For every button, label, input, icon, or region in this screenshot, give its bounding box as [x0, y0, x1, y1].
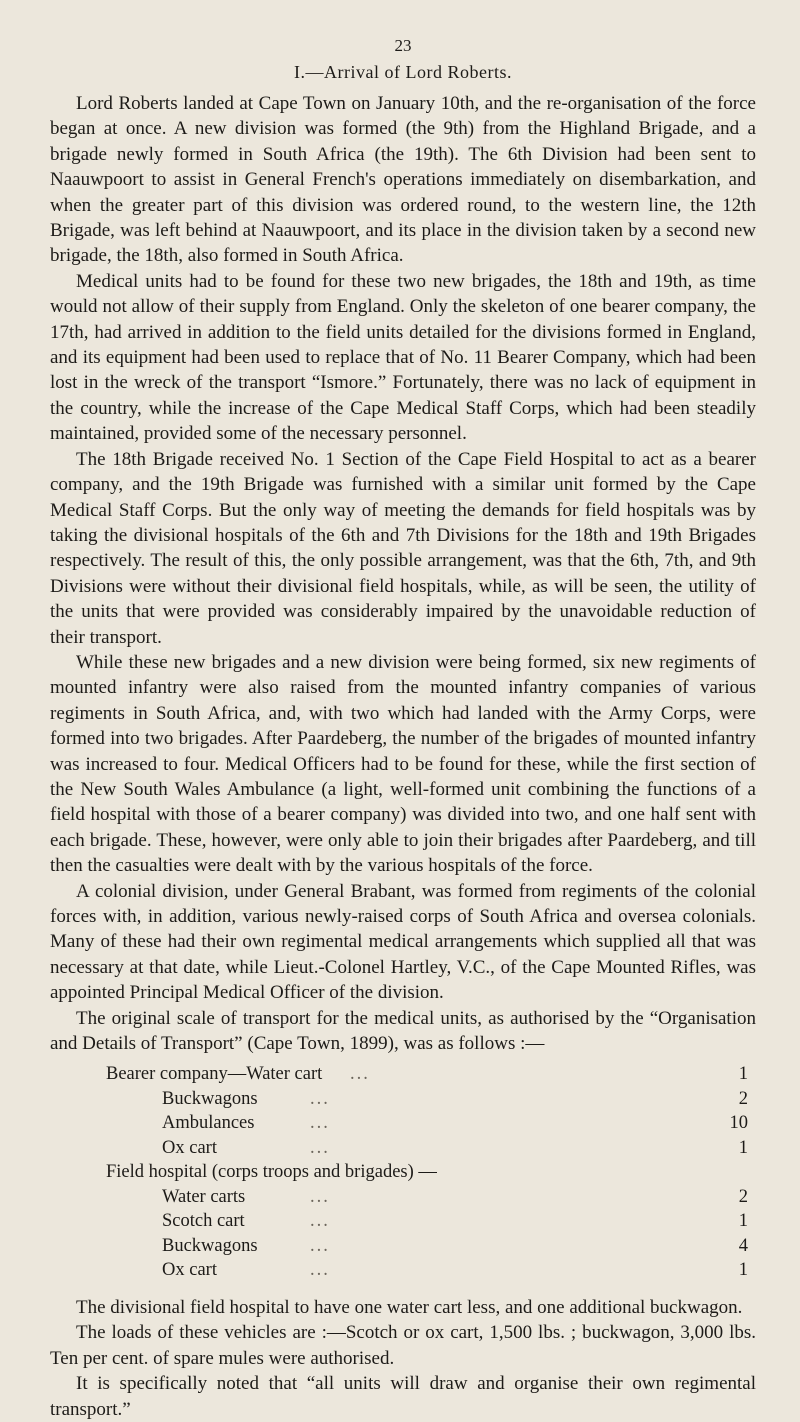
item-label: Ambulances [162, 1113, 255, 1134]
item-label: Buckwagons [162, 1088, 258, 1109]
item-value: 1 [738, 1211, 748, 1232]
item-label: Scotch cart [162, 1211, 245, 1232]
leader-dots: ... [350, 1064, 370, 1085]
item-label: Ox cart [162, 1137, 217, 1158]
transport-table [50, 1062, 756, 1283]
item-value: 2 [738, 1088, 748, 1109]
table-row [50, 1185, 756, 1210]
paragraph-1: Lord Roberts landed at Cape Town on January 10th, and the re-organisation of the force began at once. A new division was formed (the 9th) from the Highland Brigade, and a brigade newly formed in South Africa (the 19th). The 6th Division had been sent to Naauwpoort to assist in General French's operations immediately on disembarkation, and when the greater part of this division was ordered round, to the western line, the 12th Brigade, was left behind at Naauwpoort, and its place in the division taken by a second new brigade, the 18th, also formed in South Africa. [50, 93, 756, 267]
table-row [50, 1136, 756, 1161]
paragraph-4: While these new brigades and a new division were being formed, six new regiments of mounted infantry were also raised from the mounted infantry companies of various regiments in South Africa, and, with two which had landed with the Army Corps, were formed into two brigades. After Paardeberg, the number of the brigades of mounted infantry was increased to four. Medical Officers had to be found for these, while the first section of the New South Wales Ambulance (a light, well-formed unit combining the functions of a field hospital with those of a bearer company) was divided into two, and one half sent with each brigade. These, however, were only able to join their brigades after Paardeberg, and till then the casualties were dealt with by the various hospitals of the force. [50, 651, 756, 877]
field-hospital-label: Field hospital (corps troops and brigades) — [106, 1162, 437, 1183]
closing-paragraph-1: The divisional field hospital to have one water cart less, and one additional buckwagon. [76, 1296, 743, 1318]
item-value: 4 [738, 1235, 748, 1256]
leader-dots: ... [310, 1113, 330, 1134]
closing-paragraph-2: The loads of these vehicles are :—Scotch or ox cart, 1,500 lbs. ; buckwagon, 3,000 lbs. Ten per cent. of spare mules were authorised. [50, 1322, 756, 1369]
table-row [50, 1062, 756, 1087]
leader-dots: ... [310, 1235, 330, 1256]
closing-paragraph-3: It is specifically noted that “all units will draw and organise their own regimental transport.” [50, 1373, 756, 1420]
leader-dots: ... [310, 1186, 330, 1207]
paragraph-3: The 18th Brigade received No. 1 Section of the Cape Field Hospital to act as a bearer company, and the 19th Brigade was furnished with a similar unit formed by the Cape Medical Staff Corps. But the only way of meeting the demands for field hospitals was by taking the divisional hospitals of the 6th and 7th Divisions for the 18th and 19th Brigades respectively. The result of this, the only possible arrangement, was that the 6th, 7th, and 9th Divisions were without their divisional field hospitals, while, as will be seen, the utility of the units that were provided was considerably impaired by the unavoidable reduction of their transport. [50, 448, 756, 648]
table-row [50, 1234, 756, 1259]
section-heading: I.—Arrival of Lord Roberts. [294, 62, 512, 82]
table-row [50, 1087, 756, 1112]
leader-dots: ... [310, 1211, 330, 1232]
leader-dots: ... [310, 1260, 330, 1281]
table-row [50, 1209, 756, 1234]
item-value: 1 [738, 1137, 748, 1158]
table-row [50, 1258, 756, 1283]
bearer-company-label: Bearer company—Water cart [106, 1064, 323, 1085]
leader-dots: ... [310, 1137, 330, 1158]
paragraph-6: The original scale of transport for the medical units, as authorised by the “Organisation and Details of Transport” (Cape Town, 1899), was as follows :— [50, 1007, 756, 1055]
paragraph-2: Medical units had to be found for these two new brigades, the 18th and 19th, as time would not allow of their supply from England. Only the skeleton of one bearer company, the 17th, had arrived in addition to the field units detailed for the divisions formed in England, and its equipment had been used to replace that of No. 11 Bearer Company, which had been lost in the wreck of the transport “Ismore.” Fortunately, there was no lack of equipment in the country, while the increase of the Cape Medical Staff Corps, which had been steadily maintained, provided some of the necessary personnel. [50, 270, 756, 445]
item-value: 1 [738, 1260, 748, 1281]
page-number: 23 [394, 36, 412, 55]
paragraph-5: A colonial division, under General Brabant, was formed from regiments of the colonial forces with, in addition, various newly-raised corps of South Africa and oversea colonials. Many of these had their own regimental medical arrangements which supplied all that was necessary at that date, while Lieut.-Colonel Hartley, V.C., of the Cape Mounted Rifles, was appointed Principal Medical Officer of the division. [50, 880, 756, 1004]
item-label: Water carts [162, 1186, 246, 1207]
table-row [50, 1111, 756, 1136]
bearer-water-cart-value: 1 [738, 1064, 748, 1085]
leader-dots: ... [310, 1088, 330, 1109]
item-value: 2 [738, 1186, 748, 1207]
item-value: 10 [729, 1113, 748, 1134]
item-label: Ox cart [162, 1260, 217, 1281]
item-label: Buckwagons [162, 1235, 258, 1256]
